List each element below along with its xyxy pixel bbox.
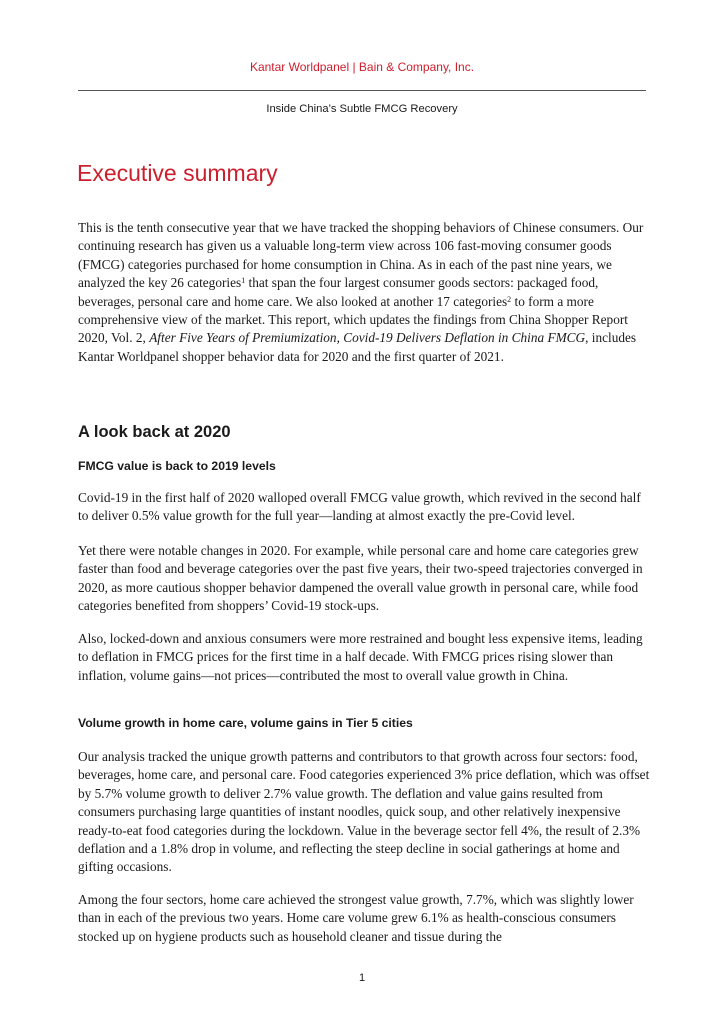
footnote-marker-2: 2: [507, 294, 512, 304]
footnote-marker-1: 1: [241, 276, 246, 286]
subheading-volume-growth: Volume growth in home care, volume gains in Tier 5 cities: [78, 716, 413, 730]
intro-text-4: , includes Kantar Worldpanel shopper behavior data for 2020 and the first quarter of 2021.: [78, 330, 637, 364]
body-paragraph: Covid-19 in the first half of 2020 walloped overall FMCG value growth, which revived in the second half to deliver 0.5% value growth for the full year—landing at almost exactly the pre-Covid level.: [78, 490, 641, 524]
report-title: Inside China’s Subtle FMCG Recovery: [266, 103, 458, 115]
intro-text-1: This is the tenth consecutive year that we have tracked the shopping behaviors of Chinese consumers. Our continuing research has given us a valuable long-term view across 106 fast-moving consumer goods (FMCG) categories purchased for home consumption in China. As in each of the past nine years, we analyzed the key 26 categories: [78, 220, 644, 291]
intro-paragraph: [78, 219, 650, 366]
body-paragraph: Also, locked-down and anxious consumers were more restrained and bought less expensive items, leading to deflation in FMCG prices for the first time in a half decade. With FMCG prices rising slower than inflation, volume gains—not prices—contributed the most to overall value growth in China.: [78, 631, 643, 683]
page-title: Executive summary: [77, 160, 278, 186]
intro-text-2: that span the four largest consumer goods sectors: packaged food, beverages, personal care and home care. We also looked at another 17 categories: [78, 275, 599, 309]
subheading-fmcg-value: FMCG value is back to 2019 levels: [78, 459, 276, 473]
header-divider: [78, 90, 646, 91]
intro-text-3: to form a more comprehensive view of the market. This report, which updates the findings from China Shopper Report 2020, Vol. 2,: [78, 293, 628, 346]
section-heading-2020: A look back at 2020: [78, 423, 231, 441]
header-brand: Kantar Worldpanel | Bain & Company, Inc.: [249, 60, 475, 74]
body-paragraph: Our analysis tracked the unique growth patterns and contributors to that growth across four sectors: food, beverages, home care, and personal care. Food categories experienced 3% price deflation, which was offset by 5.7% volume growth to deliver 2.7% value growth. The deflation and value gains resulted from consumers purchasing large quantities of instant noodles, quick soup, and other relatively inexpensive ready-to-eat food categories during the lockdown. Value in the beverage sector fell 4%, the result of 2.3% deflation and a 1.8% drop in volume, and reflecting the steep decline in social gatherings at home and gifting occasions.: [78, 749, 650, 875]
body-paragraph: Yet there were notable changes in 2020. For example, while personal care and home care categories grew faster than food and beverage categories over the past five years, their two-speed trajectories converged in 2020, as more cautious shopper behavior dampened the overall value growth in personal care, while food categories benefited from shoppers’ Covid-19 stock-ups.: [78, 543, 643, 614]
cited-report-title: After Five Years of Premiumization, Covid-19 Delivers Deflation in China FMCG: [149, 330, 586, 346]
page-number: 1: [358, 972, 366, 984]
body-paragraph: Among the four sectors, home care achieved the strongest value growth, 7.7%, which was slightly lower than in each of the previous two years. Home care volume grew 6.1% as health-conscious consumers stocked up on hygiene products such as household cleaner and tissue during the: [78, 892, 634, 944]
